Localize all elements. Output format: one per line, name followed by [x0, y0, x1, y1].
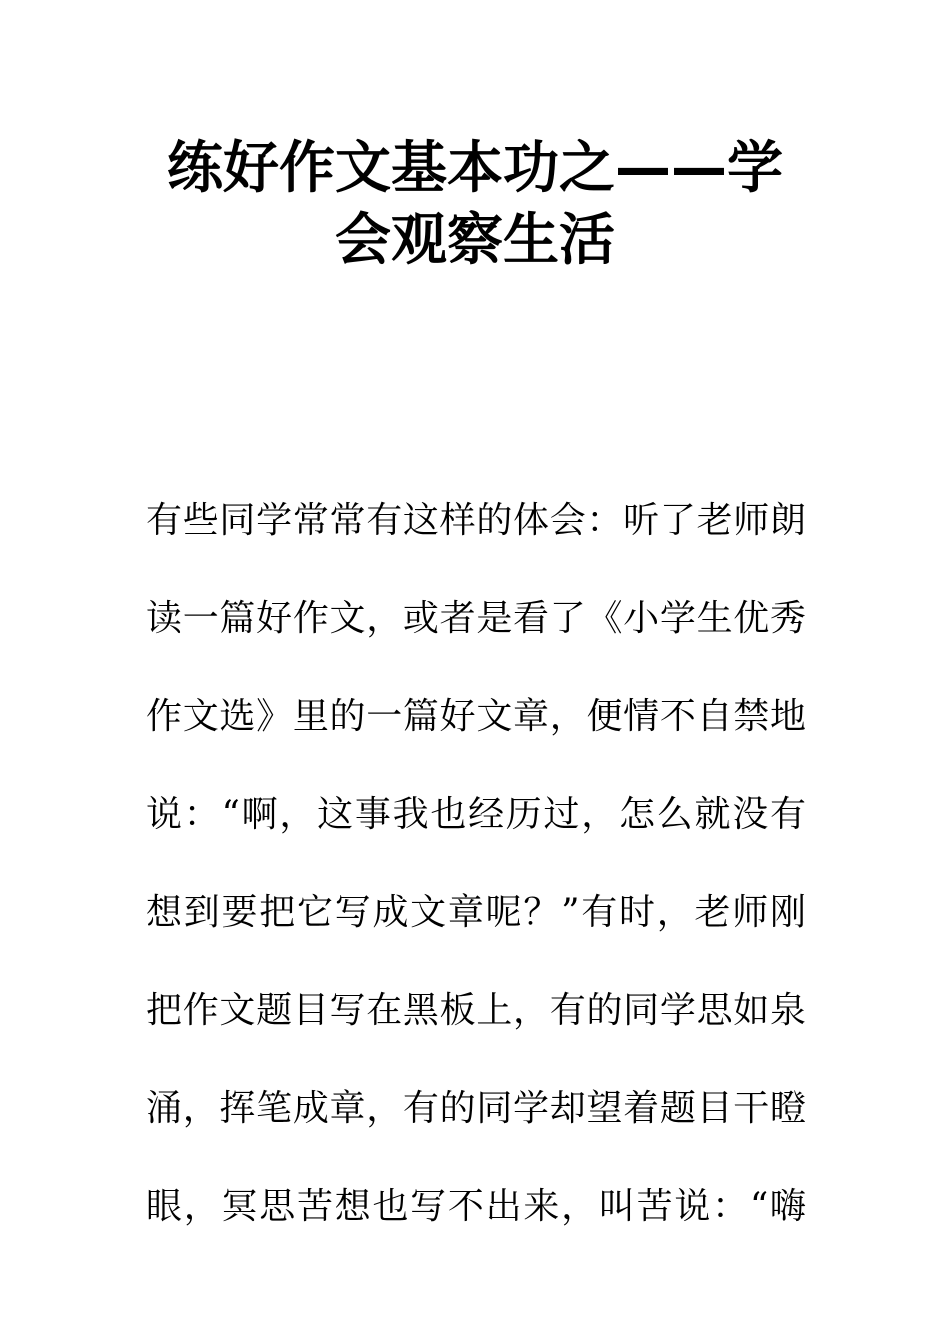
body-line-1: 有些同学常常有这样的体会：听了老师朗 [146, 500, 806, 541]
body-line-6: 把作文题目写在黑板上，有的同学思如泉 [146, 990, 806, 1031]
body-line-5: 想到要把它写成文章呢？”有时，老师刚 [146, 892, 806, 933]
title-line-2: 会观察生活 [335, 208, 615, 273]
title-line-1: 练好作文基本功之——学 [167, 136, 783, 201]
document-title [130, 133, 820, 277]
document-body [146, 472, 806, 1256]
body-line-2: 读一篇好作文，或者是看了《小学生优秀 [146, 598, 806, 639]
body-line-4: 说：“啊，这事我也经历过，怎么就没有 [146, 794, 806, 835]
body-line-8: 眼，冥思苦想也写不出来，叫苦说：“嗨 [146, 1186, 806, 1227]
body-line-3: 作文选》里的一篇好文章，便情不自禁地 [146, 696, 806, 737]
body-line-7: 涌，挥笔成章，有的同学却望着题目干瞪 [146, 1088, 806, 1129]
